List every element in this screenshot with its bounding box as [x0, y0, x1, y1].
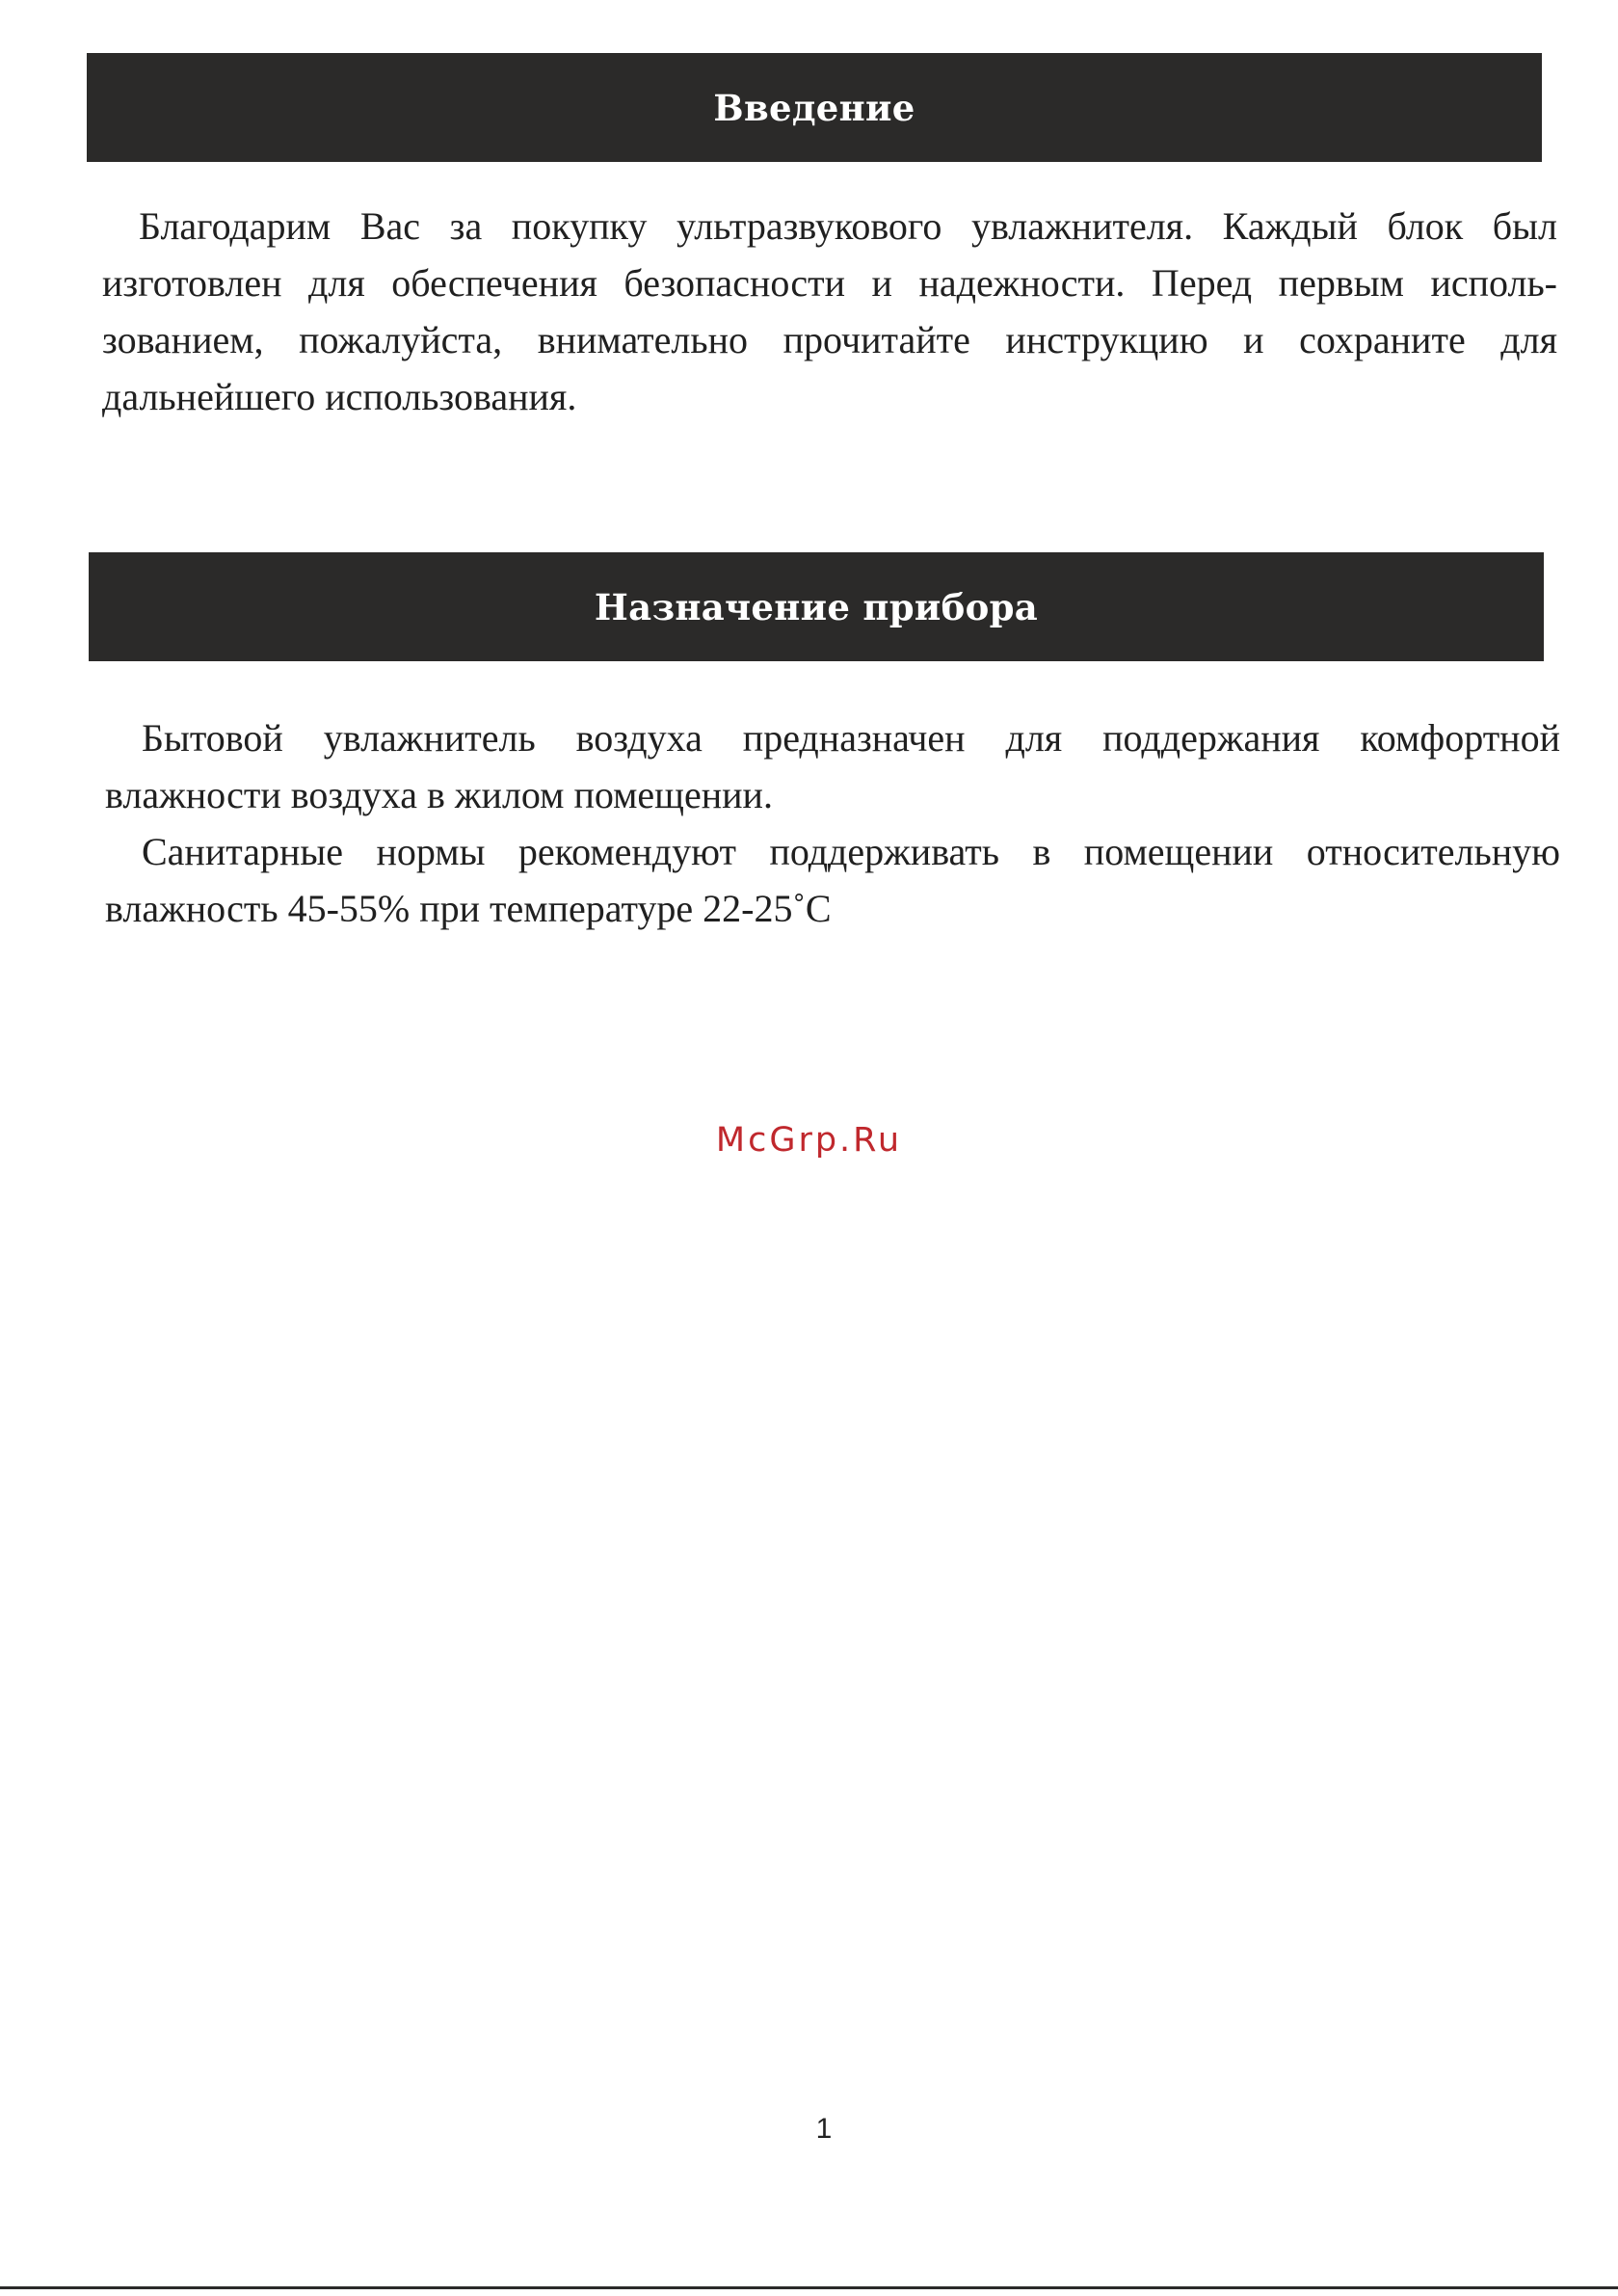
section-title-purpose: Назначение прибора: [594, 585, 1039, 628]
section-header-purpose: [89, 552, 1544, 661]
section-header-intro: [87, 53, 1542, 162]
intro-paragraph: Благодарим Вас за покупку ультразвукового увлажнителя. Каждый блок был изготовлен для обеспечения безопасности и надежности. Перед первым исполь-зованием, пожалуйста, внимательно прочитайте инструкцию и сохраните для дальнейшего использования.: [102, 204, 1557, 418]
bottom-rule: [0, 2286, 1618, 2289]
purpose-paragraph-1: Бытовой увлажнитель воздуха предназначен для поддержания комфортной влажности воздуха в жилом помещении.: [105, 716, 1560, 816]
page-number: 1: [815, 2113, 833, 2145]
intro-body: [102, 198, 1557, 425]
watermark: McGrp.Ru: [715, 1121, 903, 1160]
purpose-body: [105, 709, 1560, 937]
purpose-paragraph-2: Санитарные нормы рекомендуют поддерживать в помещении относительную влажность 45-55% при температуре 22-25˚С: [105, 830, 1560, 930]
section-title-intro: Введение: [713, 86, 915, 129]
